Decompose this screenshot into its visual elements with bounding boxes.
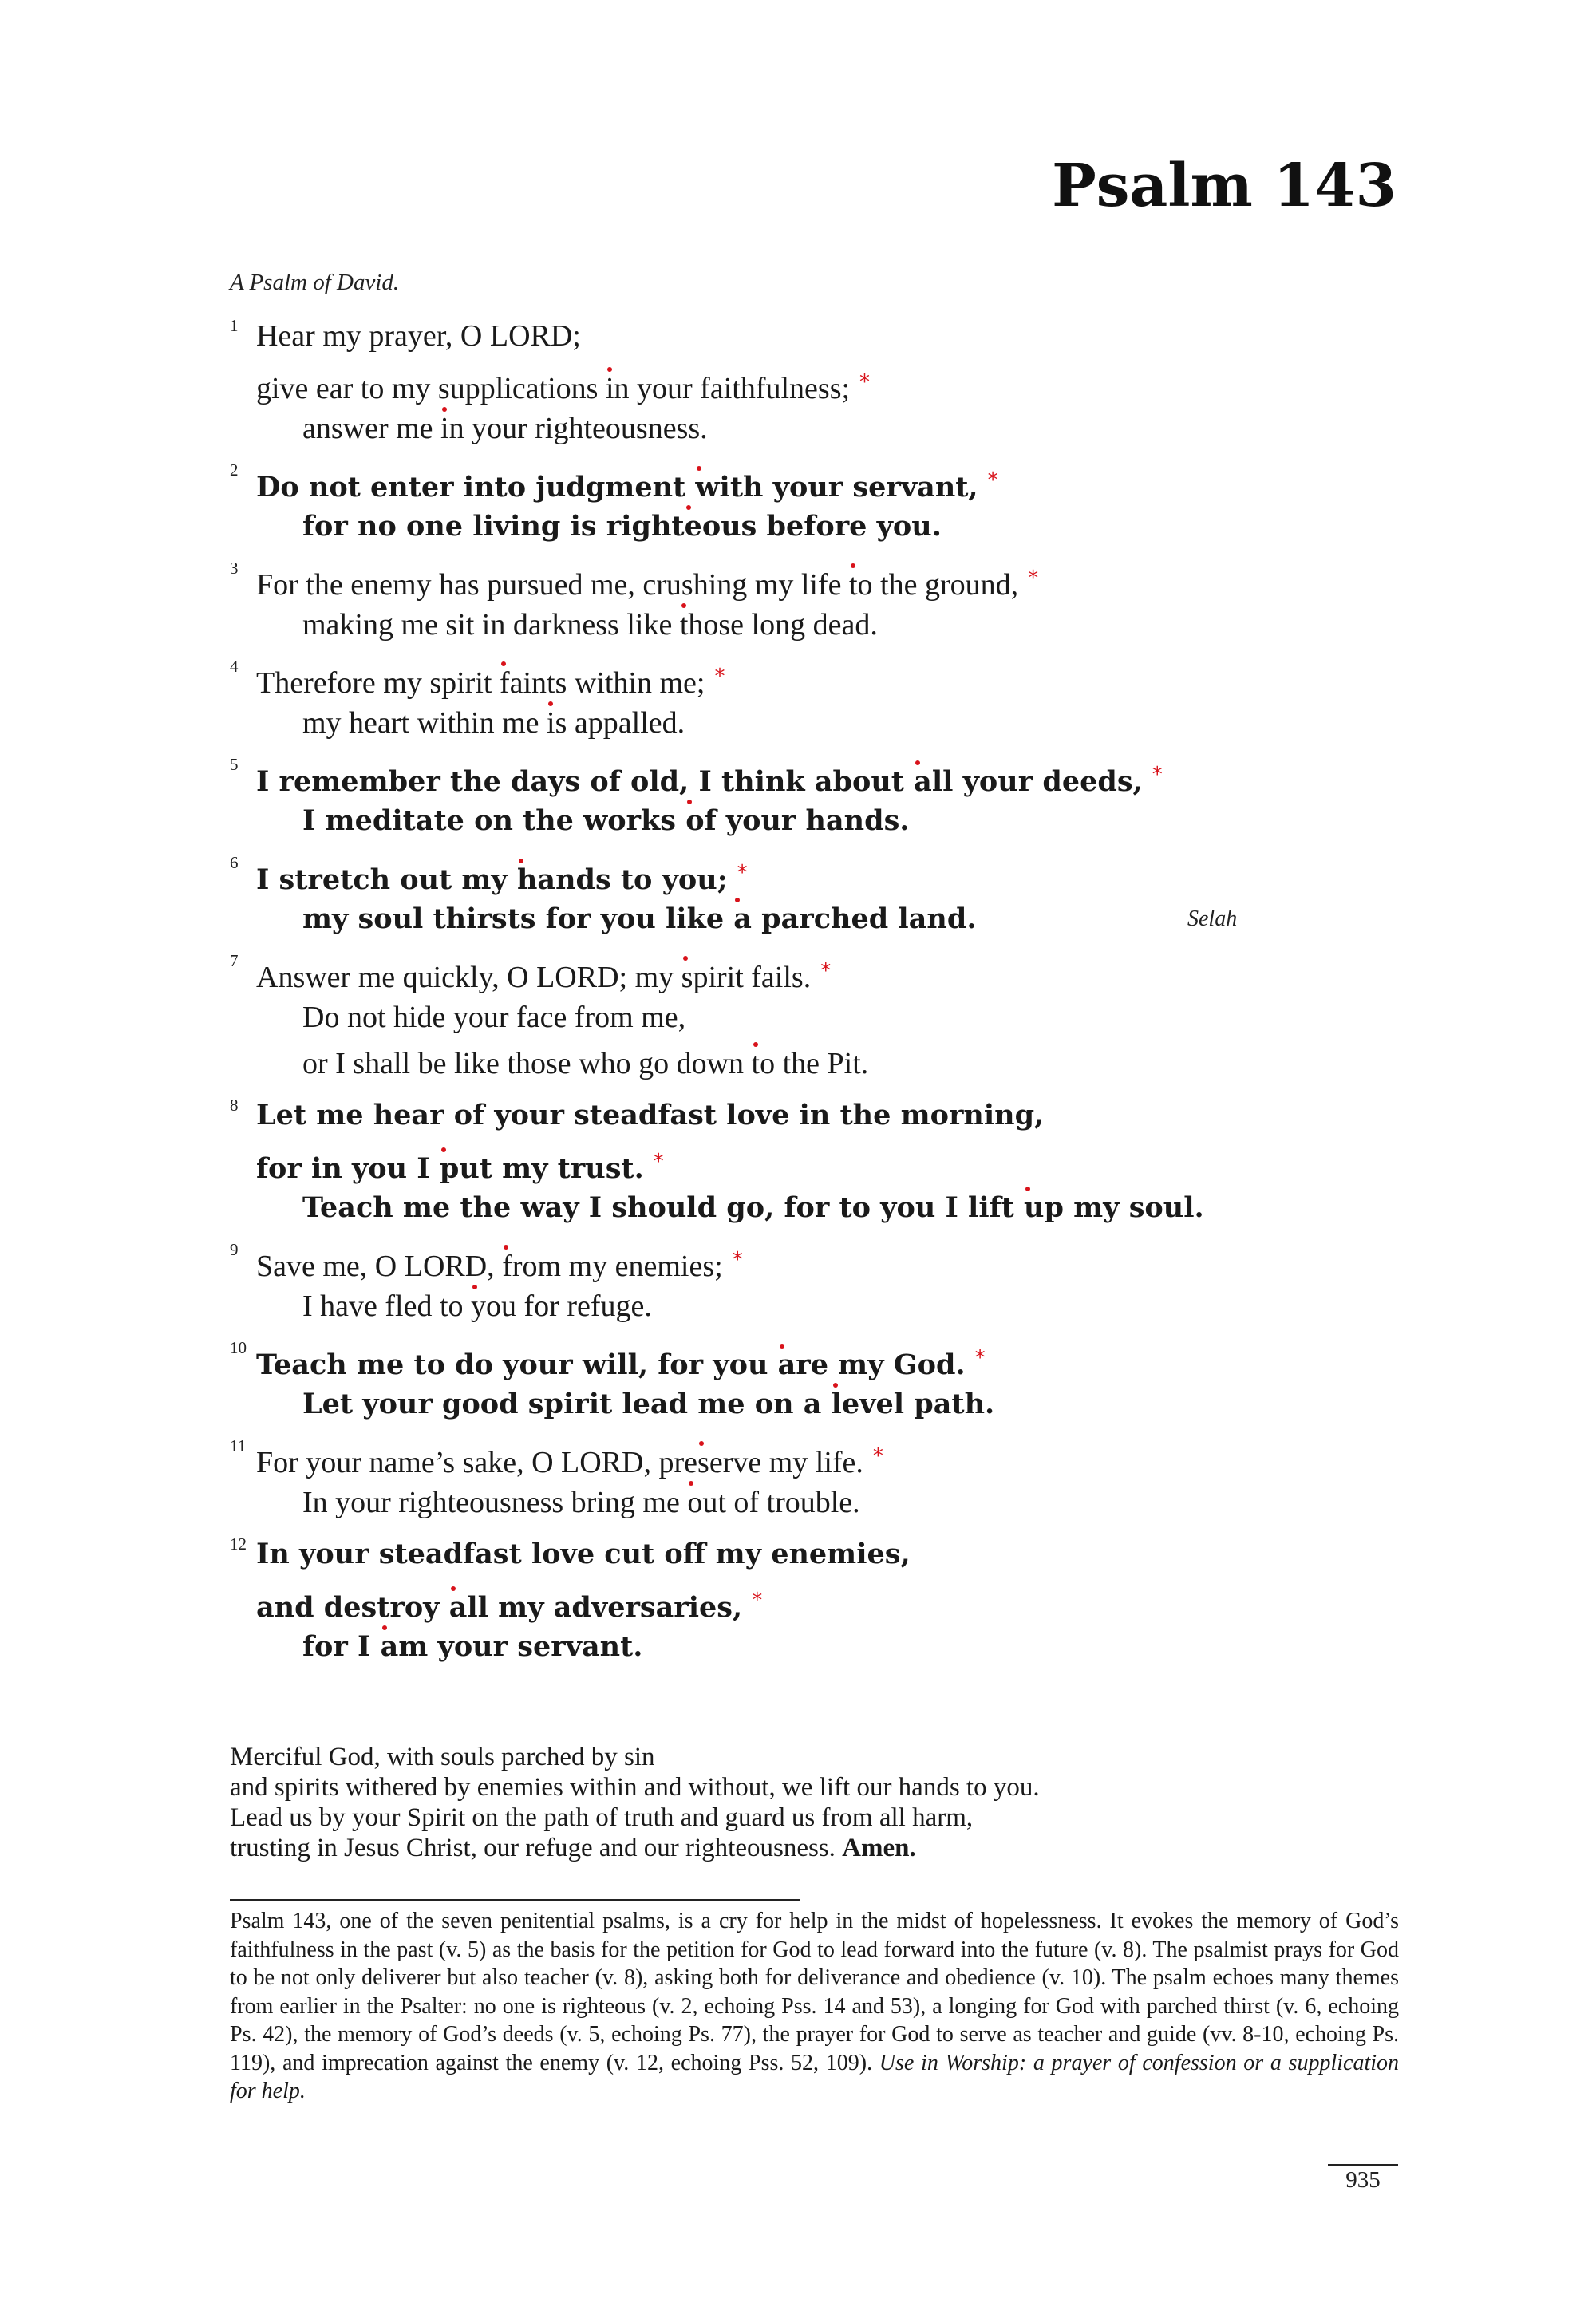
prayer-line: Lead us by your Spirit on the path of truth and guard us from all harm, xyxy=(230,1803,974,1832)
verse-line xyxy=(230,1433,1395,1479)
pointing-mark: u xyxy=(1024,1191,1045,1224)
verse xyxy=(230,457,1395,550)
line-text: or I shall be like those who go down xyxy=(302,1047,752,1080)
line-text: For the enemy has pursued me, crushing my life xyxy=(256,568,849,602)
pointing-mark: f xyxy=(499,666,510,700)
pointing-mark: i xyxy=(547,706,555,740)
line-text: Hear my prayer, O L xyxy=(256,319,509,353)
pointing-mark: i xyxy=(605,372,614,405)
verse-line xyxy=(230,896,1395,942)
line-text: making me sit in darkness like xyxy=(302,608,680,642)
verse xyxy=(230,555,1395,648)
line-text: for in you I xyxy=(256,1152,440,1185)
verse-line xyxy=(230,1479,1395,1526)
line-text: ORD, pre xyxy=(579,1446,698,1479)
line-text: f your hands. xyxy=(704,804,910,837)
line-text: Therefore my spirit xyxy=(256,666,500,700)
line-text: ith your servant, xyxy=(719,471,978,503)
verse-line xyxy=(230,359,1395,405)
commentary-text: Psalm 143, one of the seven penitential psalms, is a cry for help in the midst of hopelessness. It evokes the memory of God’s faithfulness in the past (v. 5) as the basis for the petition for God to lead forward into the future (v. 8). The psalmist prays for God to be not only deliverer but also teacher (v. 8), asking both for deliverance and obedience (v. 10). The psalm echoes many themes from earlier in the Psalter: no one is righteous (v. 2, echoing Pss. 14 and 53), a longing for God with parched thirst (v. 6, echoing Ps. 42), the memory of God’s deeds (v. 5, echoing Ps. 77), the prayer for God to serve as teacher and guide (vv. 8-10, echoing Ps. 119), and imprecation against the enemy (v. 12, echoing Pss. 52, 109). xyxy=(230,1909,1399,2075)
prayer-line: and spirits withered by enemies within and without, we lift our hands to you. xyxy=(230,1773,1040,1802)
mediation-asterisk: * xyxy=(752,1589,763,1613)
verse-number: 3 xyxy=(230,559,239,578)
line-text: give ear to my supplications xyxy=(256,372,606,405)
pointing-mark: w xyxy=(695,471,720,503)
pointing-mark: p xyxy=(439,1152,460,1185)
psalm-prayer xyxy=(230,1742,1395,1863)
verse xyxy=(230,850,1395,942)
verse-number: 2 xyxy=(230,460,239,480)
line-text: Let your good spirit lead me on a xyxy=(302,1388,832,1420)
pointing-mark: o xyxy=(685,804,705,837)
pointing-mark: a xyxy=(777,1349,796,1381)
prayer-line: Merciful God, with souls parched by sin xyxy=(230,1743,655,1771)
line-text: ll my adversaries, xyxy=(467,1591,743,1624)
line-text: o the ground, xyxy=(857,568,1019,602)
line-text: ut of trouble. xyxy=(702,1486,860,1519)
verse-number: 4 xyxy=(230,657,239,676)
verse-line xyxy=(230,948,1395,994)
line-text: ll your deeds, xyxy=(931,765,1143,798)
line-text: s appalled. xyxy=(555,706,685,740)
verse-line xyxy=(230,602,1395,648)
line-text: ands to you; xyxy=(537,863,728,896)
verse-line xyxy=(230,850,1395,896)
verse xyxy=(230,1531,1395,1670)
line-text: Answer me quickly, O L xyxy=(256,961,555,994)
line-text: erve my life. xyxy=(709,1446,863,1479)
verse-line xyxy=(230,1531,1395,1578)
psalm-superscription: A Psalm of David. xyxy=(230,270,400,295)
line-text: Do not enter into judgment xyxy=(256,471,696,503)
line-text: In your steadfast love cut off my enemies, xyxy=(256,1538,911,1570)
line-text: my soul thirsts for you like xyxy=(302,902,734,935)
line-text: for I xyxy=(302,1630,381,1663)
line-text: rom my enemies; xyxy=(512,1250,723,1283)
verse-number: 1 xyxy=(230,316,239,335)
pointing-mark: t xyxy=(848,568,858,602)
pointing-mark: h xyxy=(516,863,538,896)
psalm-text xyxy=(230,313,1395,1676)
verse-line xyxy=(230,1185,1395,1231)
use-in-worship: Use in Worship: a prayer of confession or a supplication for help. xyxy=(230,2050,1400,2103)
line-text: parched land. xyxy=(751,902,977,935)
line-text: hose long dead. xyxy=(688,608,878,642)
pointing-mark: s xyxy=(681,961,693,994)
line-text: answer me xyxy=(302,412,441,445)
verse-line xyxy=(230,1381,1395,1427)
line-text: For your name’s sake, O L xyxy=(256,1446,580,1479)
selah-mark: Selah xyxy=(1187,906,1238,931)
verse-line xyxy=(230,555,1395,602)
mediation-asterisk: * xyxy=(653,1150,664,1174)
line-text: ORD; xyxy=(508,319,581,353)
pointing-mark: o xyxy=(687,1486,703,1519)
verse-line xyxy=(230,1335,1395,1381)
mediation-asterisk: * xyxy=(737,861,748,885)
prayer-amen: Amen. xyxy=(842,1834,916,1862)
mediation-asterisk: * xyxy=(987,468,998,492)
line-text: for no one living is right xyxy=(302,510,685,543)
verse-line xyxy=(230,1283,1395,1329)
line-text: n your faithfulness; xyxy=(614,372,851,405)
verse-number: 7 xyxy=(230,951,239,970)
line-text: ou for refuge. xyxy=(486,1289,652,1323)
pointing-mark: a xyxy=(914,765,932,798)
line-text: re my God. xyxy=(796,1349,966,1381)
mediation-asterisk: * xyxy=(820,959,832,983)
page-number-rule xyxy=(1328,2164,1398,2166)
footnote-rule xyxy=(230,1899,800,1901)
mediation-asterisk: * xyxy=(872,1444,883,1468)
verse xyxy=(230,1433,1395,1526)
pointing-mark: t xyxy=(679,608,689,642)
verse-line xyxy=(230,457,1395,503)
line-text: Teach me the way I should go, for to you I lift xyxy=(302,1191,1025,1224)
mediation-asterisk: * xyxy=(859,370,871,394)
verse-number: 5 xyxy=(230,755,239,774)
line-text: p my soul. xyxy=(1044,1191,1204,1224)
prayer-line-text: trusting in Jesus Christ, our refuge and our righteousness. xyxy=(230,1834,836,1862)
line-text: Do not hide your face from me, xyxy=(302,1001,686,1034)
line-text: Save me, O L xyxy=(256,1250,423,1283)
verse-line xyxy=(230,1041,1395,1087)
line-text: pirit fails. xyxy=(693,961,812,994)
line-text: I have fled to xyxy=(302,1289,472,1323)
pointing-mark: t xyxy=(751,1047,760,1080)
mediation-asterisk: * xyxy=(974,1346,986,1370)
prayer-line xyxy=(230,1833,1395,1863)
verse-number: 8 xyxy=(230,1096,239,1115)
line-text: m your servant. xyxy=(398,1630,643,1663)
verse-line xyxy=(230,313,1395,359)
verse-line xyxy=(230,1578,1395,1624)
pointing-mark: a xyxy=(448,1591,468,1624)
page-title: Psalm 143 xyxy=(1052,152,1396,220)
line-text: and destroy xyxy=(256,1591,449,1624)
line-text: aints within me; xyxy=(509,666,705,700)
verse-line xyxy=(230,700,1395,746)
line-text: ORD, xyxy=(422,1250,503,1283)
line-text: Teach me to do your will, for you xyxy=(256,1349,778,1381)
verse-line xyxy=(230,1092,1395,1139)
pointing-mark: s xyxy=(697,1446,709,1479)
page-number: 935 xyxy=(1345,2167,1381,2193)
verse-line xyxy=(230,1237,1395,1283)
line-text: n your righteousness. xyxy=(448,412,708,445)
verse-number: 12 xyxy=(230,1534,247,1554)
verse-number: 11 xyxy=(230,1436,247,1455)
verse-line xyxy=(230,752,1395,798)
verse-line xyxy=(230,994,1395,1041)
verse xyxy=(230,313,1395,452)
verse-line xyxy=(230,654,1395,700)
pointing-mark: e xyxy=(684,510,702,543)
pointing-mark: a xyxy=(733,902,752,935)
verse xyxy=(230,1335,1395,1427)
pointing-mark: y xyxy=(471,1289,487,1323)
pointing-mark: i xyxy=(440,412,449,445)
verse xyxy=(230,1092,1395,1231)
line-text: I meditate on the works xyxy=(302,804,686,837)
line-text: ous before you. xyxy=(701,510,942,543)
verse-line xyxy=(230,503,1395,550)
pointing-mark: f xyxy=(502,1250,512,1283)
verse xyxy=(230,752,1395,844)
line-text: I remember the days of old, I think about xyxy=(256,765,915,798)
verse-line xyxy=(230,1139,1395,1185)
mediation-asterisk: * xyxy=(1028,567,1039,590)
commentary-note xyxy=(230,1907,1399,2106)
verse xyxy=(230,654,1395,746)
verse xyxy=(230,1237,1395,1329)
mediation-asterisk: * xyxy=(1152,763,1163,787)
line-text: ORD; my xyxy=(555,961,681,994)
line-text: ut my trust. xyxy=(459,1152,644,1185)
line-text: o the Pit. xyxy=(760,1047,869,1080)
verse-line xyxy=(230,1624,1395,1670)
verse-number: 9 xyxy=(230,1240,239,1259)
verse-line xyxy=(230,798,1395,844)
line-text: I stretch out my xyxy=(256,863,517,896)
pointing-mark: a xyxy=(380,1630,399,1663)
line-text: evel path. xyxy=(841,1388,995,1420)
verse-number: 10 xyxy=(230,1338,247,1357)
line-text: my heart within me xyxy=(302,706,547,740)
verse xyxy=(230,948,1395,1087)
verse-number: 6 xyxy=(230,853,239,872)
verse-line xyxy=(230,405,1395,452)
line-text: Let me hear of your steadfast love in the morning, xyxy=(256,1099,1045,1131)
mediation-asterisk: * xyxy=(732,1248,743,1272)
line-text: In your righteousness bring me xyxy=(302,1486,688,1519)
pointing-mark: l xyxy=(831,1388,842,1420)
mediation-asterisk: * xyxy=(714,665,725,689)
